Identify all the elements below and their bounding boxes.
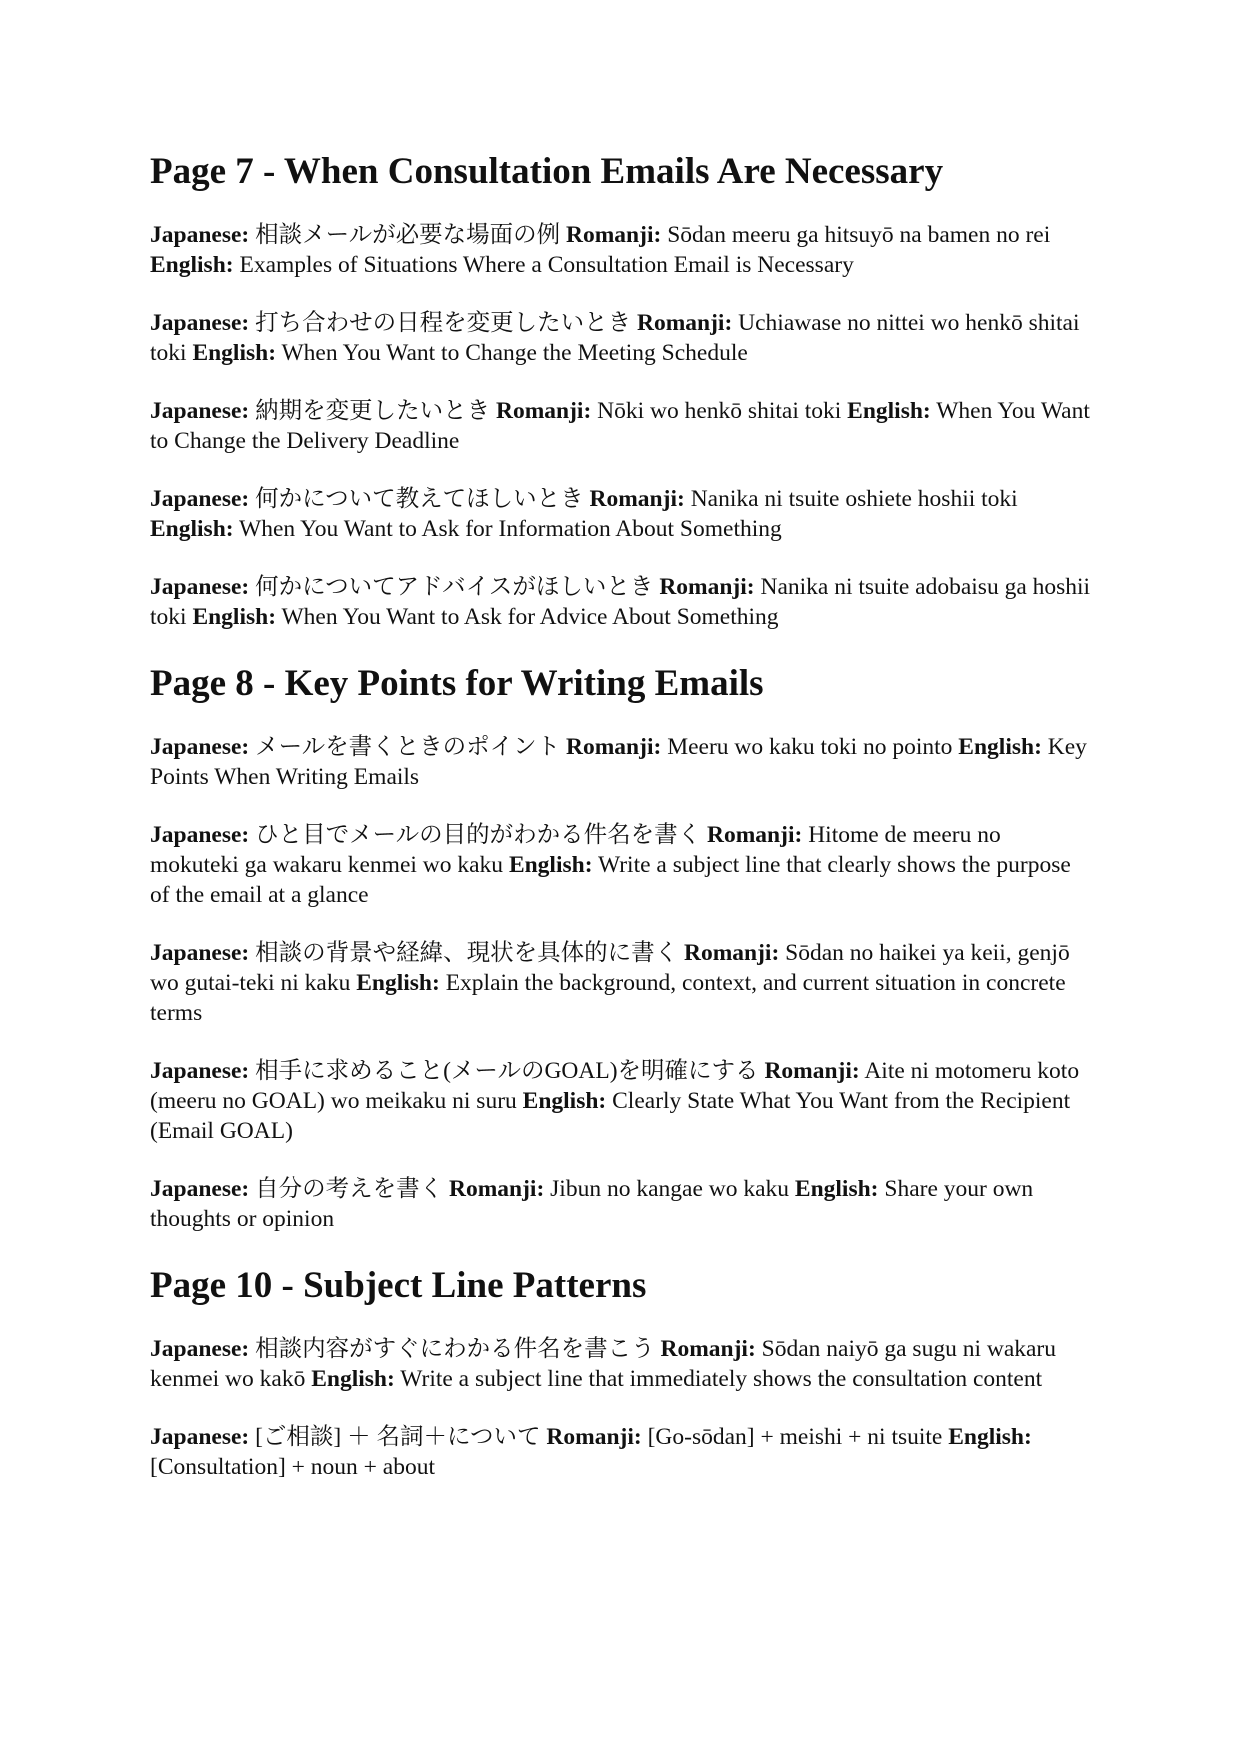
vocab-entry bbox=[150, 1056, 1095, 1146]
section bbox=[150, 150, 1095, 632]
english-label: English: bbox=[150, 252, 234, 278]
japanese-label: Japanese: bbox=[150, 734, 250, 760]
japanese-text: 打ち合わせの日程を変更したいとき bbox=[255, 310, 632, 336]
vocab-entry bbox=[150, 484, 1095, 544]
section-heading: Page 8 - Key Points for Writing Emails bbox=[150, 663, 764, 704]
japanese-label: Japanese: bbox=[150, 1424, 250, 1450]
japanese-label: Japanese: bbox=[150, 1176, 250, 1202]
english-label: English: bbox=[311, 1366, 395, 1392]
romanji-text: Aite ni motomeru koto (meeru no GOAL) wo meikaku ni suru bbox=[150, 1058, 1080, 1114]
romanji-label: Romanji: bbox=[448, 1176, 545, 1202]
japanese-text: [ご相談] ＋ 名詞＋について bbox=[255, 1424, 541, 1450]
english-label: English: bbox=[192, 604, 277, 630]
english-label: English: bbox=[948, 1424, 1032, 1450]
romanji-text: Sōdan naiyō ga sugu ni wakaru kenmei wo kakō bbox=[150, 1336, 1057, 1392]
vocab-entry bbox=[150, 820, 1095, 910]
english-text: When You Want to Change the Meeting Schedule bbox=[281, 340, 748, 366]
japanese-label: Japanese: bbox=[150, 574, 250, 600]
japanese-label: Japanese: bbox=[150, 222, 250, 248]
section bbox=[150, 1264, 1095, 1482]
japanese-label: Japanese: bbox=[150, 940, 250, 966]
romanji-text: Hitome de meeru no mokuteki ga wakaru kenmei wo kaku bbox=[150, 822, 1001, 878]
romanji-text: Nanika ni tsuite adobaisu ga hoshii toki bbox=[150, 574, 1091, 630]
english-label: English: bbox=[958, 734, 1042, 760]
english-text: Write a subject line that clearly shows the purpose of the email at a glance bbox=[150, 852, 1071, 908]
japanese-text: 相談の背景や経緯、現状を具体的に書く bbox=[255, 940, 679, 966]
japanese-text: 何かについてアドバイスがほしいとき bbox=[255, 574, 654, 600]
romanji-text: Meeru wo kaku toki no pointo bbox=[667, 734, 953, 760]
vocab-entry bbox=[150, 1422, 1095, 1482]
japanese-label: Japanese: bbox=[150, 1336, 250, 1362]
section bbox=[150, 662, 1095, 1234]
romanji-label: Romanji: bbox=[707, 822, 803, 848]
english-text: [Consultation] + noun + about bbox=[150, 1454, 435, 1480]
romanji-text: Uchiawase no nittei wo henkō shitai toki bbox=[150, 310, 1080, 366]
english-label: English: bbox=[150, 516, 234, 542]
english-label: English: bbox=[522, 1088, 607, 1114]
vocab-entry bbox=[150, 938, 1095, 1028]
romanji-label: Romanji: bbox=[764, 1058, 860, 1084]
english-text: Share your own thoughts or opinion bbox=[150, 1176, 1034, 1232]
romanji-label: Romanji: bbox=[546, 1424, 642, 1450]
japanese-label: Japanese: bbox=[150, 398, 250, 424]
document-page bbox=[150, 150, 1095, 1512]
japanese-text: 何かについて教えてほしいとき bbox=[255, 486, 584, 512]
section-heading: Page 10 - Subject Line Patterns bbox=[150, 1265, 647, 1306]
japanese-text: 納期を変更したいとき bbox=[255, 398, 491, 424]
english-text: Explain the background, context, and current situation in concrete terms bbox=[150, 970, 1066, 1026]
japanese-label: Japanese: bbox=[150, 1058, 250, 1084]
japanese-label: Japanese: bbox=[150, 486, 250, 512]
vocab-entry bbox=[150, 308, 1095, 368]
section-heading: Page 7 - When Consultation Emails Are Necessary bbox=[150, 151, 944, 192]
english-label: English: bbox=[508, 852, 593, 878]
japanese-text: ひと目でメールの目的がわかる件名を書く bbox=[255, 822, 702, 848]
vocab-entry bbox=[150, 1334, 1095, 1394]
romanji-label: Romanji: bbox=[566, 734, 662, 760]
japanese-text: 自分の考えを書く bbox=[255, 1176, 444, 1202]
english-text: Key Points When Writing Emails bbox=[150, 734, 1087, 790]
romanji-text: [Go-sōdan] + meishi + ni tsuite bbox=[647, 1424, 943, 1450]
vocab-entry bbox=[150, 1174, 1095, 1234]
japanese-text: 相談メールが必要な場面の例 bbox=[255, 222, 561, 248]
romanji-label: Romanji: bbox=[495, 398, 592, 424]
romanji-label: Romanji: bbox=[683, 940, 780, 966]
japanese-text: 相手に求めること(メールのGOAL)を明確にする bbox=[255, 1058, 759, 1084]
japanese-label: Japanese: bbox=[150, 310, 250, 336]
vocab-entry bbox=[150, 572, 1095, 632]
english-text: Examples of Situations Where a Consultation Email is Necessary bbox=[239, 252, 854, 278]
romanji-text: Nanika ni tsuite oshiete hoshii toki bbox=[690, 486, 1018, 512]
romanji-label: Romanji: bbox=[659, 574, 755, 600]
vocab-entry bbox=[150, 396, 1095, 456]
english-label: English: bbox=[794, 1176, 879, 1202]
japanese-label: Japanese: bbox=[150, 822, 250, 848]
romanji-label: Romanji: bbox=[589, 486, 685, 512]
english-label: English: bbox=[847, 398, 931, 424]
vocab-entry bbox=[150, 732, 1095, 792]
vocab-entry bbox=[150, 220, 1095, 280]
japanese-text: メールを書くときのポイント bbox=[255, 734, 561, 760]
english-text: When You Want to Ask for Information About Something bbox=[239, 516, 782, 542]
romanji-label: Romanji: bbox=[566, 222, 662, 248]
romanji-label: Romanji: bbox=[636, 310, 733, 336]
english-text: When You Want to Change the Delivery Deadline bbox=[150, 398, 1090, 454]
romanji-text: Sōdan meeru ga hitsuyō na bamen no rei bbox=[667, 222, 1051, 248]
japanese-text: 相談内容がすぐにわかる件名を書こう bbox=[255, 1336, 655, 1362]
english-label: English: bbox=[356, 970, 440, 996]
romanji-text: Sōdan no haikei ya keii, genjō wo gutai-teki ni kaku bbox=[150, 940, 1070, 996]
romanji-text: Jibun no kangae wo kaku bbox=[550, 1176, 790, 1202]
english-label: English: bbox=[192, 340, 277, 366]
romanji-text: Nōki wo henkō shitai toki bbox=[597, 398, 842, 424]
romanji-label: Romanji: bbox=[660, 1336, 756, 1362]
english-text: When You Want to Ask for Advice About Something bbox=[281, 604, 779, 630]
english-text: Write a subject line that immediately shows the consultation content bbox=[400, 1366, 1043, 1392]
english-text: Clearly State What You Want from the Recipient (Email GOAL) bbox=[150, 1088, 1071, 1144]
